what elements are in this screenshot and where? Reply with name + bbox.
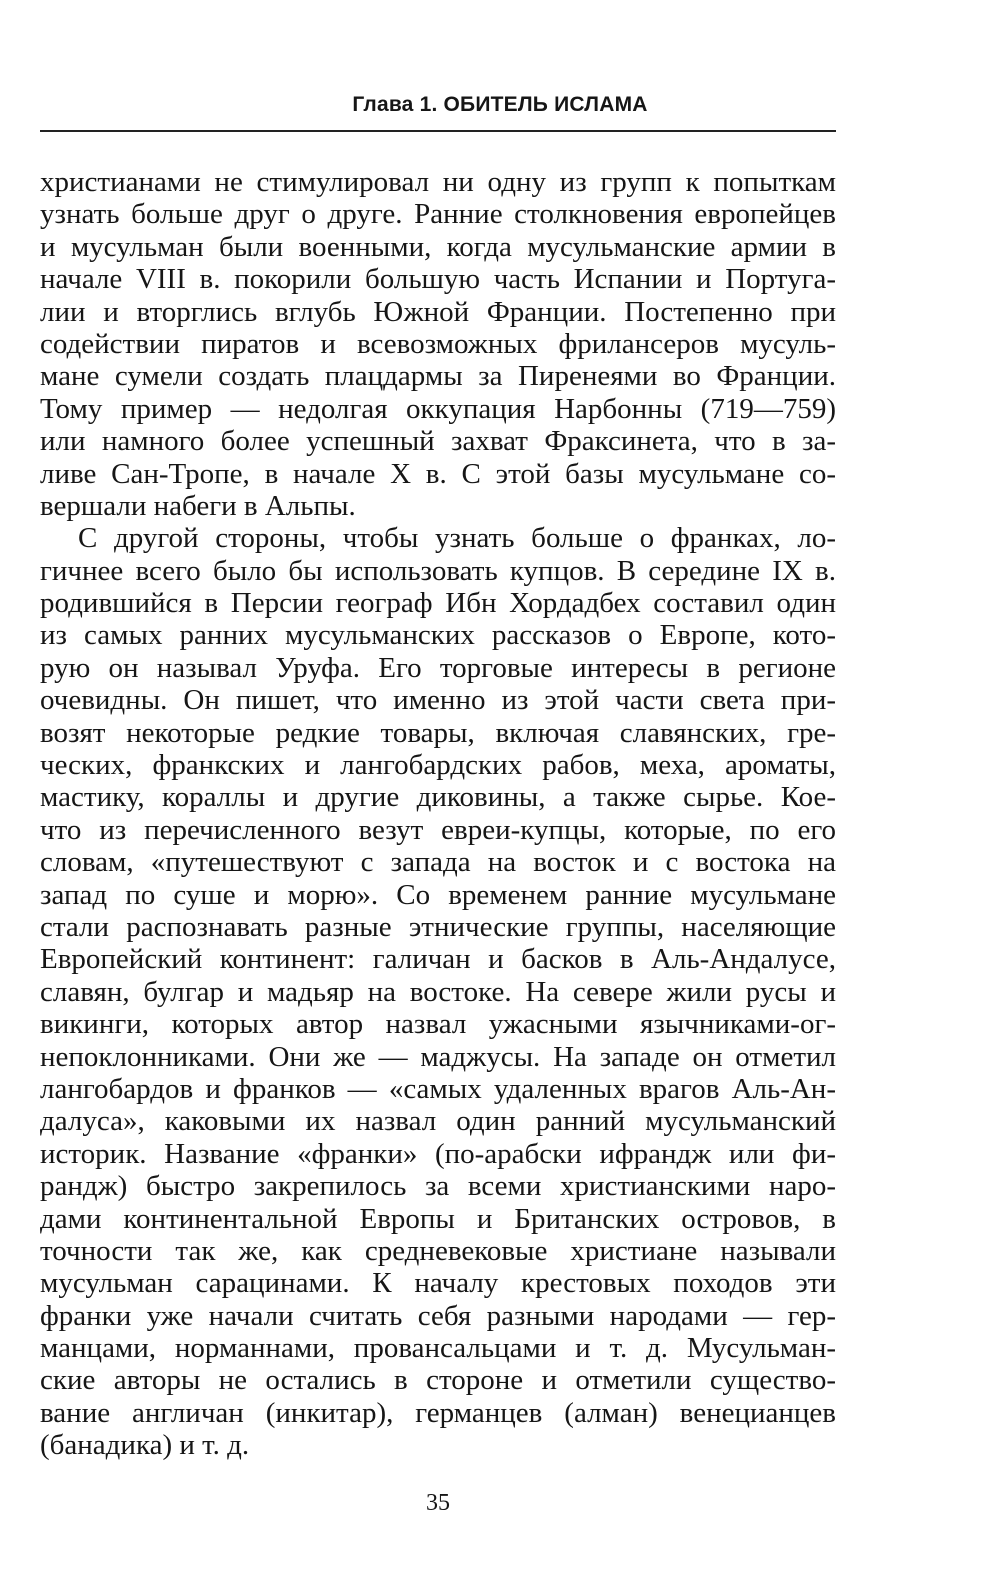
text-line: или намного более успешный захват Фраксинета, что в за- <box>40 425 836 458</box>
text-line: гичнее всего было бы использовать купцов. В середине IX в. <box>40 554 836 587</box>
text-line: родившийся в Персии географ Ибн Хордадбех составил один <box>40 587 836 620</box>
page-number: 35 <box>426 1490 450 1516</box>
text-line: и мусульман были военными, когда мусульманские армии в <box>40 230 836 263</box>
text-line: возят некоторые редкие товары, включая славянских, гре- <box>40 716 836 749</box>
text-line: непоклонниками. Они же — маджусы. На западе он отметил <box>40 1040 836 1073</box>
text-line: (банадика) и т. д. <box>40 1429 250 1462</box>
text-line: вание англичан (инкитар), германцев (алман) венецианцев <box>40 1396 836 1429</box>
text-line: далуса», каковыми их назвал один ранний мусульманский <box>40 1105 836 1138</box>
text-line: Тому пример — недолгая оккупация Нарбонны (719—759) <box>40 392 836 425</box>
text-line: мане сумели создать плацдармы за Пиренеями во Франции. <box>40 360 836 393</box>
text-line: ские авторы не остались в стороне и отметили существо- <box>40 1364 836 1397</box>
text-line: начале VIII в. покорили большую часть Испании и Португа- <box>40 263 836 296</box>
paragraph <box>40 166 836 522</box>
text-line: манцами, норманнами, провансальцами и т. д. Мусульман- <box>40 1332 836 1365</box>
text-line: дами континентальной Европы и Британских островов, в <box>40 1202 836 1235</box>
text-line: лангобардов и франков — «самых удаленных врагов Аль-Ан- <box>40 1072 836 1105</box>
text-line: узнать больше друг о друге. Ранние столкновения европейцев <box>40 198 836 231</box>
body-text <box>40 166 836 1462</box>
text-line: стали распознавать разные этнические группы, населяющие <box>40 910 836 943</box>
text-line: рандж) быстро закрепилось за всеми христианскими наро- <box>40 1170 836 1203</box>
text-line: рую он называл Уруфа. Его торговые интересы в регионе <box>40 651 836 684</box>
text-line: ливе Сан-Тропе, в начале X в. С этой базы мусульмане со- <box>40 457 836 490</box>
text-line: Европейский континент: галичан и басков в Аль-Андалусе, <box>40 943 836 976</box>
text-line: что из перечисленного везут евреи-купцы, которые, по его <box>40 813 836 846</box>
header-rule <box>40 130 836 132</box>
text-line: викинги, которых автор назвал ужасными язычниками-ог- <box>40 1008 836 1041</box>
text-line: С другой стороны, чтобы узнать больше о франках, ло- <box>78 522 836 555</box>
text-line: лии и вторглись вглубь Южной Франции. Постепенно при <box>40 295 836 328</box>
text-line: содействии пиратов и всевозможных фрилансеров мусуль- <box>40 327 836 360</box>
text-line: из самых ранних мусульманских рассказов о Европе, кото- <box>40 619 836 652</box>
text-line: вершали набеги в Альпы. <box>40 489 356 522</box>
text-line: очевидны. Он пишет, что именно из этой части света при- <box>40 684 836 717</box>
text-line: славян, булгар и мадьяр на востоке. На севере жили русы и <box>40 975 836 1008</box>
text-line: запад по суше и морю». Со временем ранние мусульмане <box>40 878 836 911</box>
text-line: историк. Название «франки» (по-арабски ифрандж или фи- <box>40 1137 836 1170</box>
running-title: Глава 1. ОБИТЕЛЬ ИСЛАМА <box>352 93 648 116</box>
text-line: мусульман сарацинами. К началу крестовых походов эти <box>40 1267 836 1300</box>
text-line: ческих, франкских и лангобардских рабов, меха, ароматы, <box>40 749 836 782</box>
text-line: точности так же, как средневековые христиане называли <box>40 1234 836 1267</box>
paragraph <box>40 522 836 1461</box>
text-line: христианами не стимулировал ни одну из групп к попыткам <box>40 166 836 198</box>
text-line: франки уже начали считать себя разными народами — гер- <box>40 1299 836 1332</box>
text-line: словам, «путешествуют с запада на восток и с востока на <box>40 846 836 879</box>
text-line: мастику, кораллы и другие диковины, а также сырье. Кое- <box>40 781 836 814</box>
